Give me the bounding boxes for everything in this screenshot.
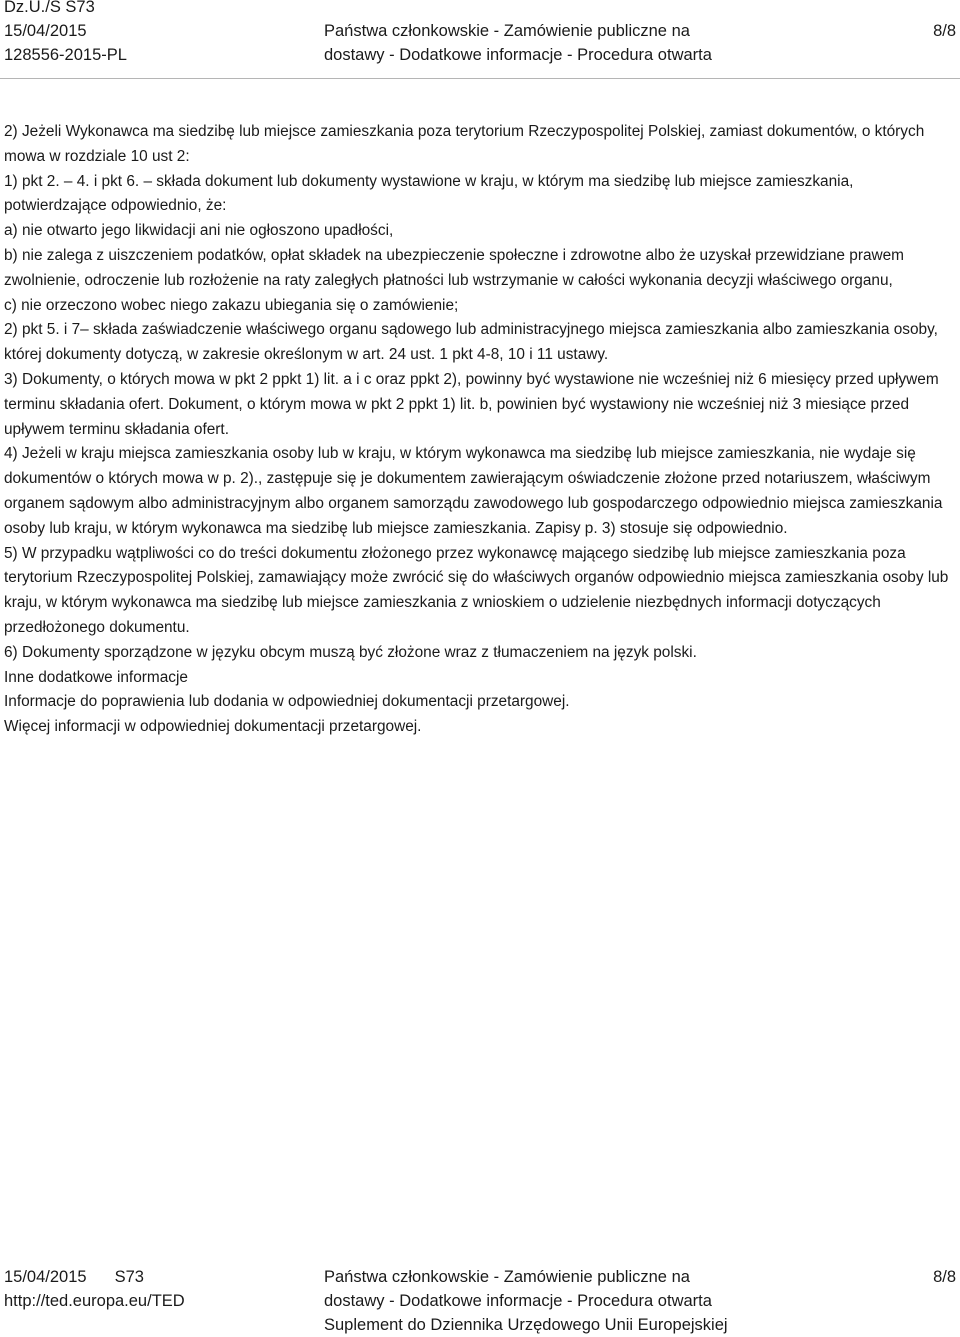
paragraph-point-2: 2) pkt 5. i 7– składa zaświadczenie właściwego organu sądowego lub administracyjnego miejsca zamieszkania albo zamieszkania osoby, której dokumenty dotyczą, w zakresie określonym w art. 24 ust. 1 pkt 4-8, 10 i 11 ustawy. <box>4 321 938 364</box>
paragraph-foreign-contractor: 2) Jeżeli Wykonawca ma siedzibę lub miejsce zamieszkania poza terytorium Rzeczypospolitej Polskiej, zamiast dokumentów, o których mowa w rozdziale 10 ust 2: <box>4 123 925 165</box>
footer-url-link[interactable]: http://ted.europa.eu/TED <box>4 1292 185 1310</box>
header-date: 15/04/2015 <box>4 22 87 40</box>
paragraph-item-5: 5) W przypadku wątpliwości co do treści dokumentu złożonego przez wykonawcę mającego siedzibę lub miejsce zamieszkania poza terytorium Rzeczypospolitej Polskiej, zamawiający może zwrócić się do właściwych organów odpowiednio miejsca zamieszkania osoby lub kraju, w którym wykonawca ma siedzibę lub miejsce zamieszkania z wnioskiem o udzielenie niezbędnych informacji dotyczących przedłożonego dokumentu. <box>4 544 949 636</box>
paragraph-item-4: 4) Jeżeli w kraju miejsca zamieszkania osoby lub w kraju, w którym wykonawca ma siedzibę lub miejsce zamieszkania, nie wydaje się dokumentów o których mowa w p. 2)., zastępuje się je dokumentem zawierającym oświadczenie złożone przed notariuszem, właściwym organem sądowym albo administracyjnym albo organem samorządu zawodowego lub gospodarczego odpowiednio miejsca zamieszkania osoby lub kraju, w którym wykonawca ma siedzibę lub miejsce zamieszkania. Zapisy p. 3) stosuje się odpowiednio. <box>4 445 943 537</box>
footer-title-line-3: Suplement do Dziennika Urzędowego Unii Europejskiej <box>324 1316 728 1334</box>
footer-date: 15/04/2015 <box>4 1268 87 1286</box>
paragraph-point-a: a) nie otwarto jego likwidacji ani nie ogłoszono upadłości, <box>4 222 394 240</box>
footer-page-number: 8/8 <box>933 1268 956 1286</box>
paragraph-point-1: 1) pkt 2. – 4. i pkt 6. – składa dokument lub dokumenty wystawione w kraju, w którym ma siedzibę lub miejsce zamieszkania, potwierdzające odpowiednio, że: <box>4 172 854 215</box>
page-header <box>0 0 960 70</box>
header-divider <box>0 78 960 79</box>
paragraph-point-b: b) nie zalega z uiszczeniem podatków, opłat składek na ubezpieczenie społeczne i zdrowotne albo że uzyskał przewidziane prawem zwolnienie, odroczenie lub rozłożenie na raty zaległych płatności lub wstrzymanie w całości wykonania decyzji właściwego organu, <box>4 246 904 289</box>
footer-title <box>324 1265 728 1337</box>
header-page-number: 8/8 <box>933 22 956 40</box>
header-meta <box>4 0 127 67</box>
paragraph-point-c: c) nie orzeczono wobec niego zakazu ubiegania się o zamówienie; <box>4 296 459 314</box>
header-title <box>324 19 712 67</box>
section-heading-other-info: Inne dodatkowe informacje <box>4 668 188 686</box>
footer-title-line-1: Państwa członkowskie - Zamówienie publiczne na <box>324 1268 690 1286</box>
paragraph-more-info: Więcej informacji w odpowiedniej dokumentacji przetargowej. <box>4 718 422 736</box>
paragraph-corrections-info: Informacje do poprawienia lub dodania w odpowiedniej dokumentacji przetargowej. <box>4 693 570 711</box>
header-title-line-1: Państwa członkowskie - Zamówienie publiczne na <box>324 22 690 40</box>
page-footer <box>0 1265 960 1334</box>
paragraph-item-6: 6) Dokumenty sporządzone w języku obcym muszą być złożone wraz z tłumaczeniem na język polski. <box>4 643 697 661</box>
journal-reference: Dz.U./S S73 <box>4 0 95 16</box>
footer-meta <box>4 1265 185 1313</box>
header-title-line-2: dostawy - Dodatkowe informacje - Procedura otwarta <box>324 46 712 64</box>
paragraph-item-3: 3) Dokumenty, o których mowa w pkt 2 ppkt 1) lit. a i c oraz ppkt 2), powinny być wystawione nie wcześniej niż 6 miesięcy przed upływem terminu składania ofert. Dokument, o którym mowa w pkt 2 ppkt 1) lit. b, powinien być wystawiony nie wcześniej niż 3 miesiące przed upływem terminu składania ofert. <box>4 370 939 438</box>
notice-body <box>4 120 954 740</box>
footer-title-line-2: dostawy - Dodatkowe informacje - Procedura otwarta <box>324 1292 712 1310</box>
notice-reference: 128556-2015-PL <box>4 46 127 64</box>
footer-series-code: S73 <box>114 1268 144 1286</box>
